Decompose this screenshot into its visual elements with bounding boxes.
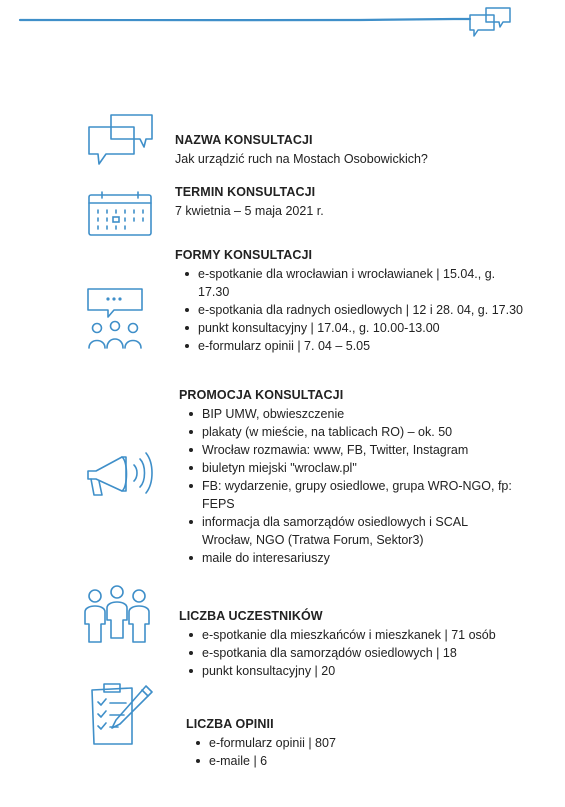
list-item: e-formularz opinii | 807 <box>196 734 506 752</box>
consultation-name-text: Jak urządzić ruch na Mostach Osobowickich? <box>175 152 428 166</box>
list-item: e-spotkania dla radnych osiedlowych | 12 i 28. 04, g. 17.30 <box>185 301 527 319</box>
section-heading: NAZWA KONSULTACJI <box>175 133 313 147</box>
list-item: biuletyn miejski "wroclaw.pl" <box>189 459 515 477</box>
section-heading: FORMY KONSULTACJI <box>175 248 313 262</box>
section-consultation-date <box>175 183 535 220</box>
participants-list <box>179 626 509 680</box>
section-consultation-promotion <box>179 386 515 567</box>
section-heading: PROMOCJA KONSULTACJI <box>179 388 344 402</box>
consultation-date-text: 7 kwietnia – 5 maja 2021 r. <box>175 204 324 218</box>
list-item: e-maile | 6 <box>196 752 506 770</box>
list-item: maile do interesariuszy <box>189 549 515 567</box>
meeting-people-icon <box>84 286 146 354</box>
list-item: Wrocław rozmawia: www, FB, Twitter, Instagram <box>189 441 515 459</box>
list-item: e-formularz opinii | 7. 04 – 5.05 <box>185 337 527 355</box>
list-item: e-spotkanie dla wrocławian i wrocławianek | 15.04., g. 17.30 <box>185 265 527 301</box>
list-item: punkt konsultacyjny | 20 <box>189 662 509 680</box>
megaphone-icon <box>82 447 162 509</box>
header-divider <box>0 0 565 50</box>
list-item: BIP UMW, obwieszczenie <box>189 405 515 423</box>
section-heading: LICZBA UCZESTNIKÓW <box>179 609 323 623</box>
section-heading: TERMIN KONSULTACJI <box>175 185 316 199</box>
list-item: FB: wydarzenie, grupy osiedlowe, grupa WRO-NGO, fp: FEPS <box>189 477 515 513</box>
speech-bubbles-icon <box>470 8 510 36</box>
section-heading: LICZBA OPINII <box>186 717 274 731</box>
list-item: e-spotkanie dla mieszkańców i mieszkanek | 71 osób <box>189 626 509 644</box>
speech-bubbles-icon <box>86 112 158 170</box>
calendar-icon <box>86 190 154 238</box>
section-consultation-name <box>175 131 535 168</box>
section-participants-count <box>179 607 509 680</box>
list-item: informacja dla samorządów osiedlowych i SCAL Wrocław, NGO (Tratwa Forum, Sektor3) <box>189 513 515 549</box>
checklist-pen-icon <box>88 680 160 748</box>
list-item: e-spotkania dla samorządów osiedlowych | 18 <box>189 644 509 662</box>
opinions-list <box>186 734 506 770</box>
section-opinions-count <box>186 715 506 770</box>
group-people-icon <box>82 584 154 646</box>
list-item: punkt konsultacyjny | 17.04., g. 10.00-13.00 <box>185 319 527 337</box>
forms-list <box>175 265 527 355</box>
promotion-list <box>179 405 515 567</box>
list-item: plakaty (w mieście, na tablicach RO) – ok. 50 <box>189 423 515 441</box>
section-consultation-forms <box>175 246 527 355</box>
